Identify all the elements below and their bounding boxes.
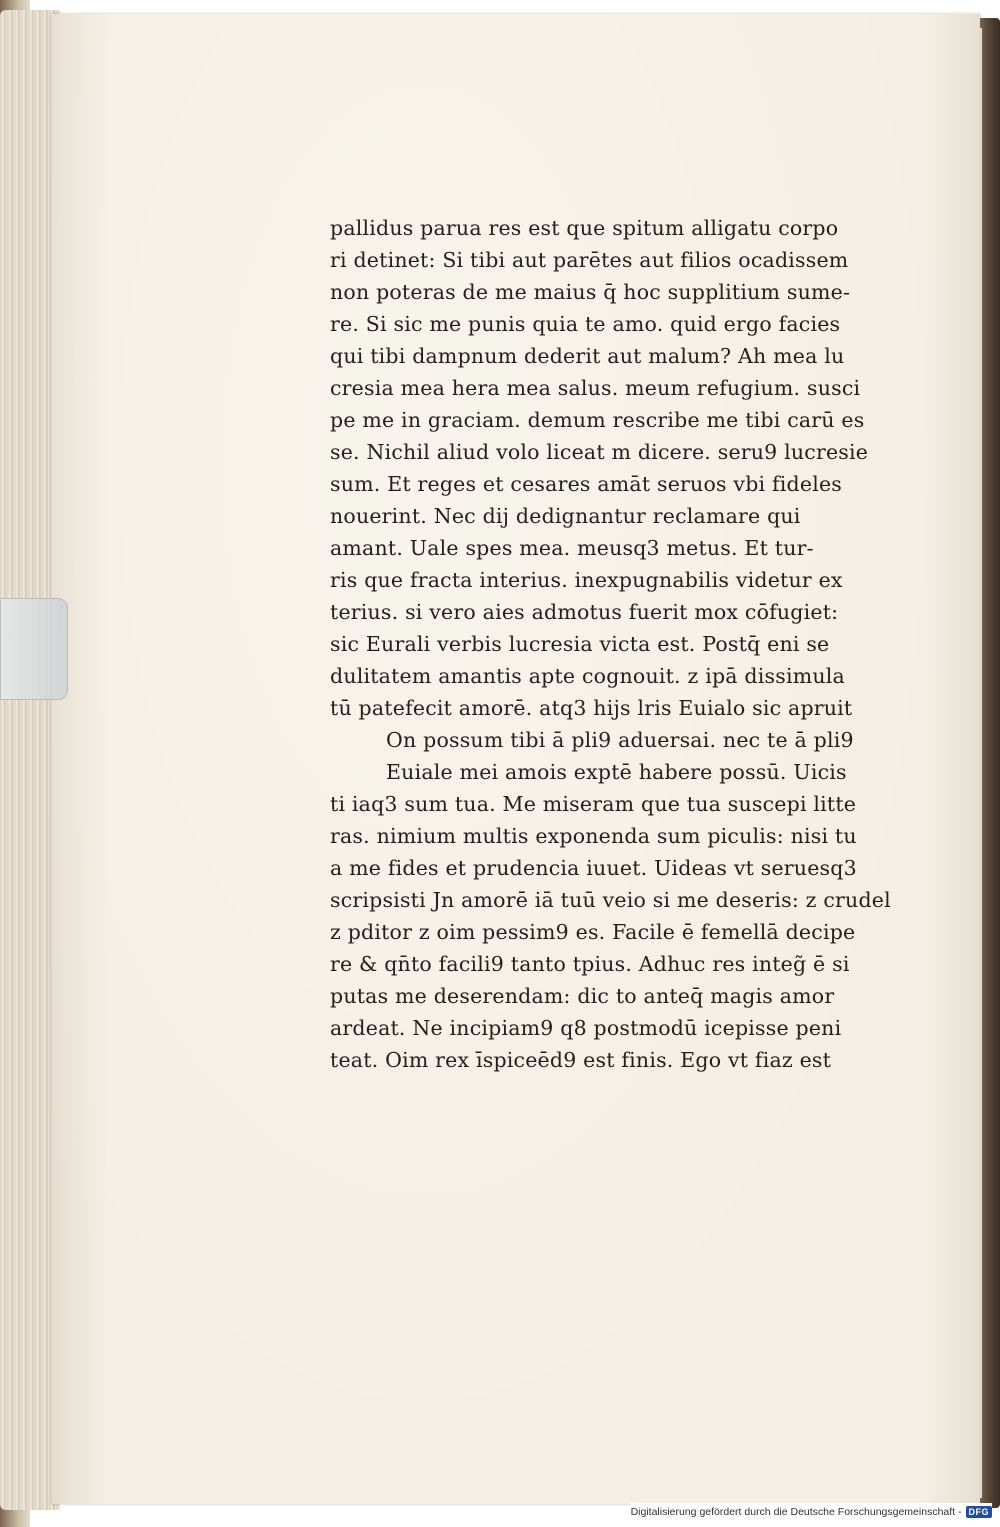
text-line: qui tibi dampnum dederit aut malum? Ah mea lu — [330, 344, 845, 368]
text-line: nouerint. Nec dij dedignantur reclamare qui — [330, 504, 801, 528]
text-line: ras. nimium multis exponenda sum piculis: nisi tu — [330, 824, 857, 848]
text-block — [330, 212, 910, 1076]
text-line: teat. Oim rex īspiceēd9 est finis. Ego vt fiaz est — [330, 1048, 832, 1072]
text-line: amant. Uale spes mea. meusq3 metus. Et tur- — [330, 536, 814, 560]
text-line: a me fides et prudencia iuuet. Uideas vt seruesq3 — [330, 856, 857, 880]
text-line: ri detinet: Si tibi aut parētes aut filios ocadissem — [330, 248, 849, 272]
text-line: dulitatem amantis apte cognouit. z ipā dissimula — [330, 664, 845, 688]
funding-text: Digitalisierung gefördert durch die Deutsche Forschungsgemeinschaft - — [630, 1506, 962, 1518]
text-line: terius. si vero aies admotus fuerit mox cōfugiet: — [330, 600, 839, 624]
text-line: Euiale mei amois exptē habere possū. Uicis — [386, 760, 847, 784]
text-line: pe me in graciam. demum rescribe me tibi carū es — [330, 408, 865, 432]
page-tab-marker — [0, 598, 68, 700]
text-line: sic Eurali verbis lucresia victa est. Postq̄ eni se — [330, 632, 830, 656]
text-line: ris que fracta interius. inexpugnabilis videtur ex — [330, 568, 843, 592]
text-line: tū patefecit amorē. atq3 hijs lris Euialo sic apruit — [330, 696, 853, 720]
text-line: re & qn̄to facili9 tanto tpius. Adhuc res integ̃ ē si — [330, 952, 850, 976]
text-line: putas me deserendam: dic to anteq̄ magis amor — [330, 984, 835, 1008]
text-line: ardeat. Ne incipiam9 q8 postmodū icepisse peni — [330, 1016, 842, 1040]
text-line: sum. Et reges et cesares amāt seruos vbi fideles — [330, 472, 842, 496]
text-line: z pditor z oim pessim9 es. Facile ē femellā decipe — [330, 920, 856, 944]
dfg-logo: DFG — [966, 1506, 993, 1518]
text-line: cresia mea hera mea salus. meum refugium. susci — [330, 376, 861, 400]
page-stack-edge — [0, 10, 60, 1510]
text-line: ti iaq3 sum tua. Me miseram que tua suscepi litte — [330, 792, 857, 816]
text-line: non poteras de me maius q̄ hoc supplitium sume- — [330, 280, 851, 304]
text-line: pallidus parua res est que spitum alligatu corpo — [330, 216, 839, 240]
text-line: On possum tibi ā pli9 aduersai. nec te ā pli9 — [386, 728, 854, 752]
text-line: scripsisti Jn amorē iā tuū veio si me deseris: z crudel — [330, 888, 891, 912]
text-line: se. Nichil aliud volo liceat m dicere. seru9 lucresie — [330, 440, 869, 464]
text-line: re. Si sic me punis quia te amo. quid ergo facies — [330, 312, 841, 336]
funding-footer — [631, 1503, 992, 1521]
